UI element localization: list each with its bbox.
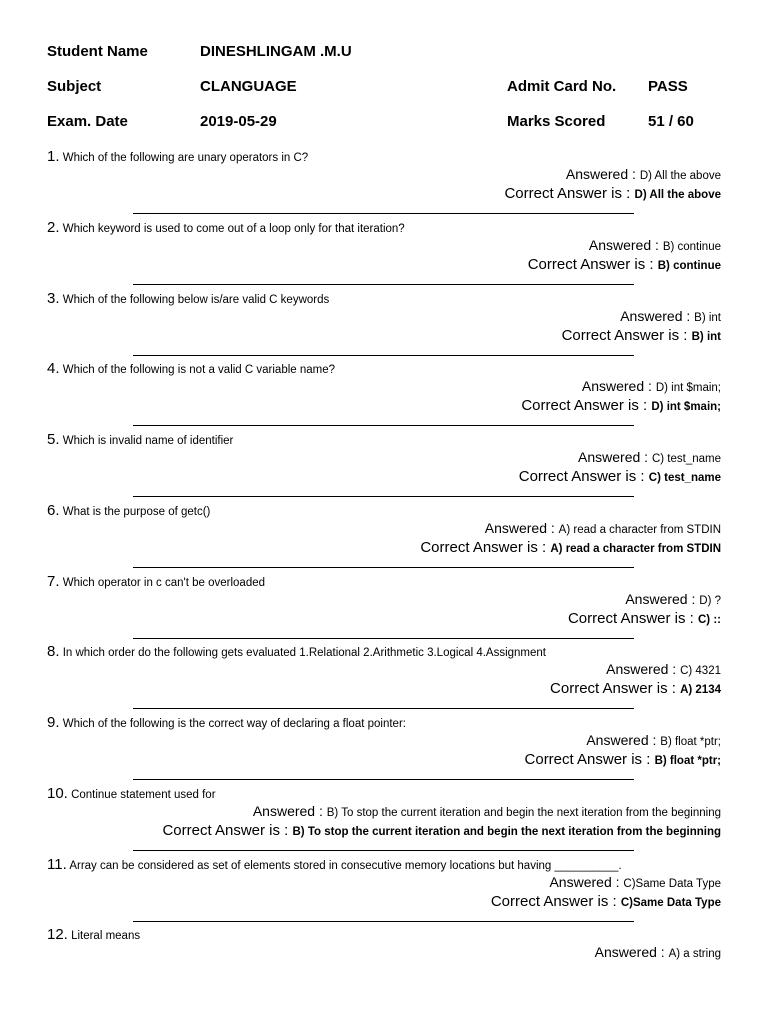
answered-label: Answered : [578,449,652,465]
student-name-value: DINESHLINGAM .M.U [200,43,352,60]
correct-answer-value: C) :: [698,613,721,626]
answered-line [549,874,721,890]
answered-line [566,166,721,182]
answered-line [253,803,721,819]
correct-answer-value: A) read a character from STDIN [550,542,721,555]
question-item [0,358,768,429]
correct-answer-value: C) test_name [648,472,721,484]
answered-value: D) int $main; [655,382,721,395]
question-divider [133,425,634,426]
question-text: Literal means [71,930,141,943]
question-divider [133,638,634,639]
question-item [0,500,768,571]
correct-answer-value: D) int $main; [651,401,721,414]
answered-line [606,661,721,677]
question-item [0,217,768,288]
answered-value: B) int [694,311,721,324]
answered-label: Answered : [581,378,656,395]
question-item [0,146,768,217]
question-divider [133,284,634,285]
correct-answer-line [525,751,721,768]
student-name-label: Student Name [47,43,148,60]
correct-answer-line [162,822,721,839]
answered-value: B) float *ptr; [660,736,721,748]
question-item [0,571,768,642]
correct-answer-line [519,468,721,485]
question-text: Which of the following is the correct way of declaring a float pointer: [62,718,406,730]
question-number: 10. [47,784,68,802]
correct-answer-value: C)Same Data Type [620,896,721,909]
correct-answer-label: Correct Answer is : [527,255,658,273]
question-number: 8. [47,643,60,661]
correct-answer-value: A) 2134 [680,684,721,697]
subject-label: Subject [47,78,102,95]
answered-line [625,591,721,607]
correct-answer-label: Correct Answer is : [420,538,551,556]
question-item [0,854,768,925]
answered-value: A) a string [668,948,721,961]
exam-date-label: Exam. Date [47,113,128,130]
correct-answer-value: B) continue [657,259,721,272]
answered-label: Answered : [484,519,559,536]
question-number: 3. [47,289,60,307]
question-text: In which order do the following gets evaluated 1.Relational 2.Arithmetic 3.Logical 4.Assignment [62,647,546,660]
question-divider [133,355,634,356]
answered-label: Answered : [565,166,640,182]
answered-line [589,237,721,253]
answered-value: A) read a character from STDIN [558,523,721,536]
correct-answer-label: Correct Answer is : [521,397,652,415]
answered-value: D) ? [699,594,721,607]
answered-label: Answered : [606,661,681,678]
correct-answer-value: B) To stop the current iteration and begin the next iteration from the beginning [292,825,721,838]
question-text-line [47,502,210,519]
correct-answer-line [491,893,721,910]
correct-answer-label: Correct Answer is : [550,680,681,698]
question-text-line [47,856,622,873]
question-number: 5. [47,431,60,448]
correct-answer-line [550,680,721,697]
admit-card-label: Admit Card No. [507,78,617,95]
subject-value: CLANGUAGE [200,78,297,95]
question-divider [133,213,634,214]
answered-line [578,449,721,465]
question-text-line [47,148,308,165]
question-text-line [47,785,216,802]
answered-label: Answered : [252,802,327,819]
exam-header [0,0,768,145]
correct-answer-label: Correct Answer is : [518,468,649,485]
correct-answer-line [568,610,721,627]
answered-line [582,378,721,394]
question-text: Which of the following is not a valid C variable name? [62,364,336,377]
question-divider [133,850,634,851]
question-item [0,641,768,712]
question-text: Continue statement used for [71,788,216,801]
question-number: 7. [47,572,60,590]
question-text: What is the purpose of getc() [62,505,211,518]
answered-value: B) continue [662,240,721,253]
question-number: 1. [47,148,60,165]
correct-answer-label: Correct Answer is : [162,821,293,839]
correct-answer-line [521,397,721,414]
question-text-line [47,573,265,590]
answered-value: C) 4321 [680,665,721,678]
question-text: Which keyword is used to come out of a loop only for that iteration? [62,222,405,235]
answered-value: D) All the above [639,170,721,182]
question-item [0,288,768,359]
question-divider [133,708,634,709]
question-text: Which operator in c can't be overloaded [62,576,266,589]
question-number: 11. [47,855,67,873]
question-number: 12. [47,926,68,944]
answered-label: Answered : [620,307,695,324]
question-divider [133,567,634,568]
correct-answer-label: Correct Answer is : [504,185,635,202]
marks-label: Marks Scored [507,113,606,130]
question-text-line [47,219,405,236]
question-text-line [47,360,335,377]
answered-value: C) test_name [651,453,721,465]
question-text: Which of the following below is/are valid C keywords [62,293,330,306]
answered-label: Answered : [625,590,700,607]
question-text-line [47,643,546,660]
question-text-line [47,290,329,307]
question-text: Which is invalid name of identifier [62,435,234,447]
answered-line [485,520,721,536]
correct-answer-label: Correct Answer is : [490,892,621,910]
question-text: Which of the following are unary operators in C? [62,152,309,164]
answered-label: Answered : [549,873,624,890]
question-divider [133,921,634,922]
correct-answer-line [420,539,721,556]
correct-answer-value: B) float *ptr; [654,755,721,767]
question-item [0,924,768,995]
question-item [0,429,768,500]
correct-answer-label: Correct Answer is : [567,609,698,627]
question-divider [133,779,634,780]
correct-answer-line [528,256,721,273]
answered-line [595,944,721,960]
question-number: 4. [47,360,60,378]
exam-date-value: 2019-05-29 [200,113,277,130]
correct-answer-line [562,327,721,344]
admit-card-value: PASS [648,78,688,95]
answered-value: C)Same Data Type [623,877,721,890]
question-list [0,146,768,995]
question-text-line [47,431,233,448]
answered-line [620,308,721,324]
correct-answer-label: Correct Answer is : [524,751,655,768]
question-number: 2. [47,218,60,236]
question-divider [133,496,634,497]
answered-value: B) To stop the current iteration and begin the next iteration from the beginning [326,806,721,819]
answered-label: Answered : [594,944,669,961]
correct-answer-line [504,185,721,202]
correct-answer-value: B) int [691,330,721,343]
correct-answer-value: D) All the above [634,189,721,201]
question-item [0,783,768,854]
correct-answer-label: Correct Answer is : [561,326,692,344]
question-text-line [47,714,406,731]
answered-label: Answered : [588,236,663,253]
answered-label: Answered : [586,732,661,748]
question-number: 6. [47,501,60,519]
question-item [0,712,768,783]
question-number: 9. [47,714,60,731]
marks-value: 51 / 60 [648,113,694,130]
question-text: Array can be considered as set of elements stored in consecutive memory locations but having __________. [69,859,622,872]
answered-line [586,732,721,748]
question-text-line [47,926,140,943]
